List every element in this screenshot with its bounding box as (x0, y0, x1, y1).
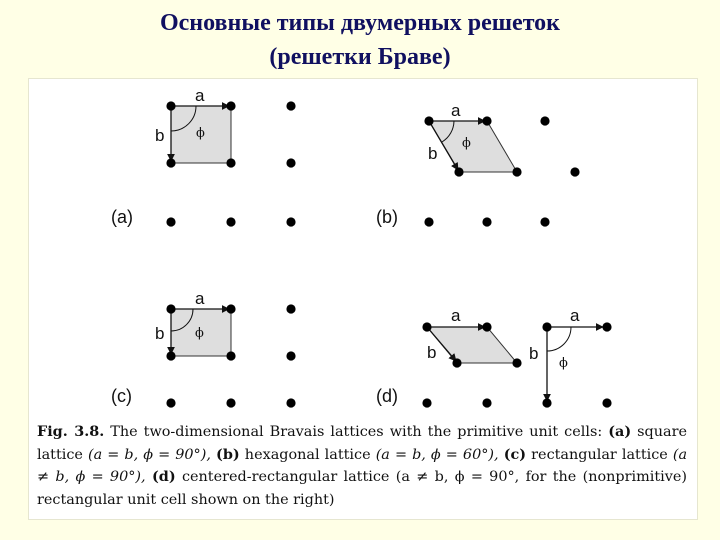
panel-label-d: (d) (376, 386, 398, 406)
figure-caption (37, 421, 687, 511)
lattice-point (540, 116, 549, 125)
caption-c-tag: (c) (503, 445, 527, 463)
panel-b-hexagonal-lattice (376, 101, 580, 227)
lattice-point (482, 398, 491, 407)
lattice-point (454, 167, 463, 176)
vector-a-label: a (451, 101, 461, 120)
caption-d-tag: (d) (151, 468, 176, 485)
caption-d-text: centered-rectangular lattice (181, 469, 390, 485)
caption-b-cond: (a = b, ϕ = 60°), (375, 446, 499, 463)
figure-panel (28, 78, 698, 520)
lattice-point (602, 398, 611, 407)
caption-intro: The two-dimensional Bravais lattices with the primitive unit cells: (110, 424, 603, 440)
phi-label: ϕ (195, 326, 204, 341)
panel-label-c: (c) (111, 386, 132, 406)
title-line-1: Основные типы двумерных решеток (159, 10, 560, 36)
lattice-point (166, 398, 175, 407)
centered-primitive-cell (427, 327, 517, 363)
panel-c-rectangular-lattice (111, 289, 296, 408)
caption-a-cond: (a = b, ϕ = 90°), (88, 446, 211, 463)
lattice-point (226, 158, 235, 167)
lattice-point (482, 217, 491, 226)
caption-c-cond: (a ≠ b, ϕ = 90°), (37, 446, 688, 485)
vector-a-label: a (451, 306, 461, 325)
rect-vector-a-label: a (570, 306, 580, 325)
caption-b-text: hexagonal lattice (244, 446, 371, 463)
lattice-point (166, 217, 175, 226)
lattice-point (166, 158, 175, 167)
lattice-point (286, 304, 295, 313)
panel-label-a: (a) (111, 207, 133, 227)
lattice-point (482, 116, 491, 125)
rect-vector-b-label: b (529, 344, 539, 363)
phi-label: ϕ (559, 356, 568, 371)
panel-d-centered-rectangular-lattice (376, 306, 612, 408)
lattice-point (286, 351, 295, 360)
vector-b-label: b (428, 144, 438, 163)
caption-d-cond: (a ≠ b, ϕ = 90°, for the (nonprimitive) rectangular unit cell shown on the right) (37, 469, 688, 508)
caption-c-text: rectangular lattice (531, 446, 668, 463)
caption-a-text: square lattice (37, 424, 688, 463)
slide-title (0, 6, 720, 74)
lattice-point (226, 304, 235, 313)
lattice-point (226, 101, 235, 110)
phi-label: ϕ (462, 136, 471, 151)
lattice-point (452, 358, 461, 367)
lattice-point (512, 358, 521, 367)
vector-a-label: a (195, 289, 205, 308)
lattice-point (166, 101, 175, 110)
lattice-point (422, 322, 431, 331)
caption-a-tag: (a) (608, 423, 632, 440)
lattice-point (286, 101, 295, 110)
title-line-2: (решетки Браве) (269, 44, 451, 70)
vector-b-label: b (427, 343, 437, 362)
lattice-point (226, 398, 235, 407)
panel-a-square-lattice (111, 86, 296, 227)
caption-fig-label: Fig. 3.8. (37, 423, 105, 440)
vector-a-label: a (195, 86, 205, 105)
lattice-point (542, 322, 551, 331)
lattice-point (482, 322, 491, 331)
lattice-point (424, 116, 433, 125)
lattice-point (602, 322, 611, 331)
angle-arc (547, 327, 571, 351)
lattice-point (226, 351, 235, 360)
lattice-point (286, 158, 295, 167)
caption-b-tag: (b) (216, 445, 240, 463)
lattice-point (512, 167, 521, 176)
vector-b-label: b (155, 324, 165, 343)
panel-label-b: (b) (376, 207, 398, 227)
hexagonal-unit-cell (429, 121, 517, 172)
lattice-point (540, 217, 549, 226)
lattice-point (542, 398, 551, 407)
phi-label: ϕ (196, 126, 205, 141)
lattice-point (286, 217, 295, 226)
lattice-point (166, 351, 175, 360)
lattice-point (424, 217, 433, 226)
vector-b-label: b (155, 126, 165, 145)
lattice-point (226, 217, 235, 226)
lattice-point (570, 167, 579, 176)
lattice-point (286, 398, 295, 407)
lattice-point (166, 304, 175, 313)
lattice-point (422, 398, 431, 407)
